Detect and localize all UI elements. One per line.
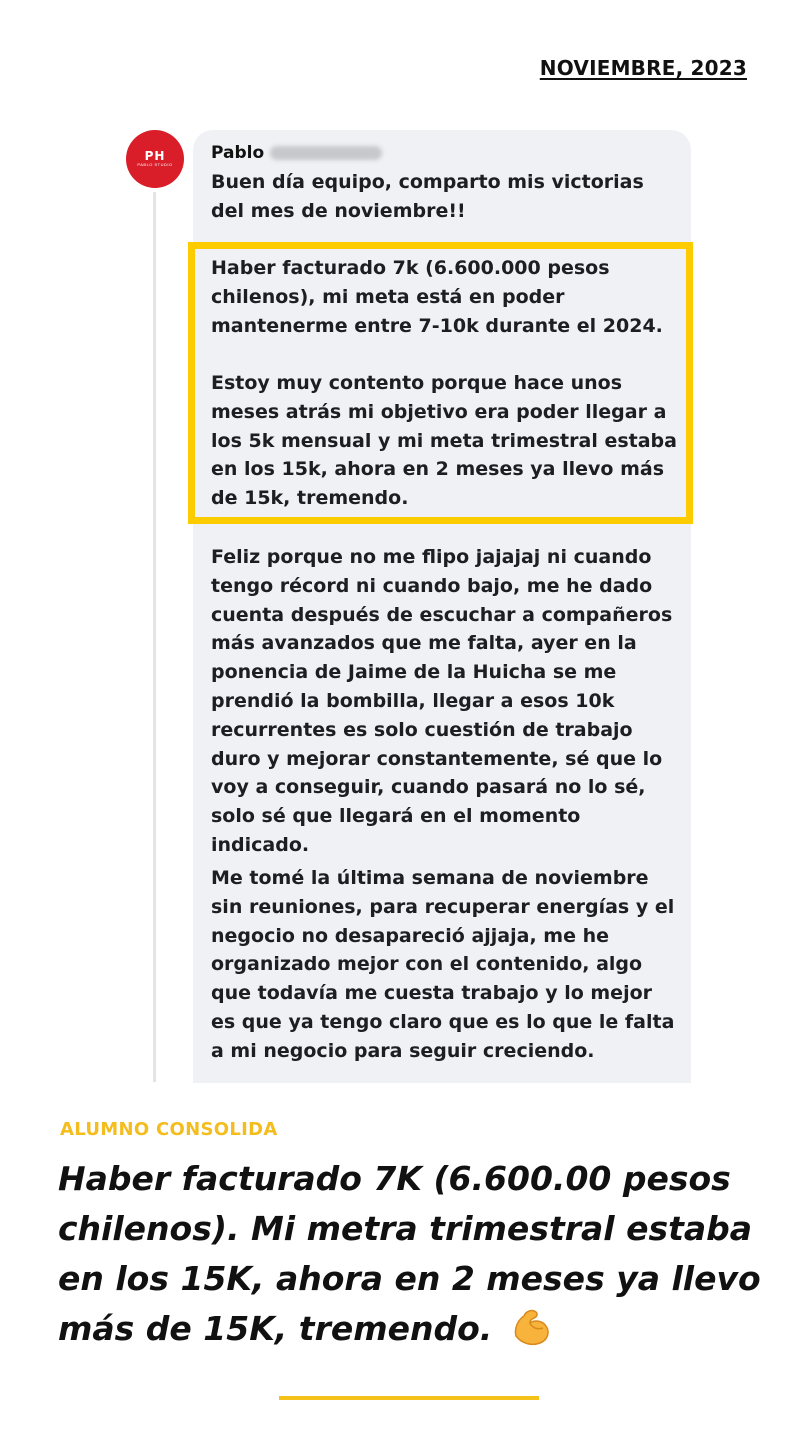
bottom-divider	[279, 1396, 539, 1400]
flexed-biceps-icon	[510, 1306, 554, 1346]
testimonial-quote	[58, 1154, 778, 1354]
comment-author[interactable]	[211, 143, 382, 163]
comment-paragraph-revenue: Haber facturado 7k (6.600.000 pesos chilenos), mi meta está en poder mantenerme entre 7-10k durante el 2024.	[211, 257, 663, 337]
comment-paragraph-goal: Estoy muy contento porque hace unos meses atrás mi objetivo era poder llegar a los 5k mensual y mi meta trimestral estaba en los 15k, ahora en 2 meses ya llevo más de 15k, tremendo.	[211, 372, 677, 510]
avatar-logo-subtext: PABLO STUDIO	[137, 162, 173, 167]
comment-paragraph-mindset: Feliz porque no me flipo jajajaj ni cuando tengo récord ni cuando bajo, me he dado cuenta después de escuchar a compañeros más avanzados que me falta, ayer en la ponencia de Jaime de la Huicha se me prendió la bombilla, llegar a esos 10k recurrentes es solo cuestión de trabajo duro y mejorar constantemente, sé que lo voy a conseguir, cuando pasará no lo sé, solo sé que llegará en el momento indicado.	[211, 546, 673, 856]
comment-paragraph-intro: Buen día equipo, comparto mis victorias del mes de noviembre!!	[211, 171, 644, 222]
thread-line	[153, 192, 156, 1082]
author-first-name: Pablo	[211, 143, 265, 163]
avatar-logo: PH	[144, 149, 166, 163]
comment-paragraph-rest-week: Me tomé la última semana de noviembre sin reuniones, para recuperar energías y el negocio no desapareció ajjaja, me he organizado mejor con el contenido, algo que todavía me cuesta trabajo y lo mejor es que ya tengo claro que es lo que le falta a mi negocio para seguir creciendo.	[211, 867, 675, 1062]
testimonial-quote-text: Haber facturado 7K (6.600.00 pesos chilenos). Mi metra trimestral estaba en los 15K, ahora en 2 meses ya llevo más de 15K, tremendo.	[58, 1159, 761, 1348]
author-surname-blurred	[270, 146, 382, 160]
avatar[interactable]	[126, 130, 184, 188]
post-date: NOVIEMBRE, 2023	[539, 56, 747, 80]
section-label: ALUMNO CONSOLIDA	[60, 1119, 278, 1140]
